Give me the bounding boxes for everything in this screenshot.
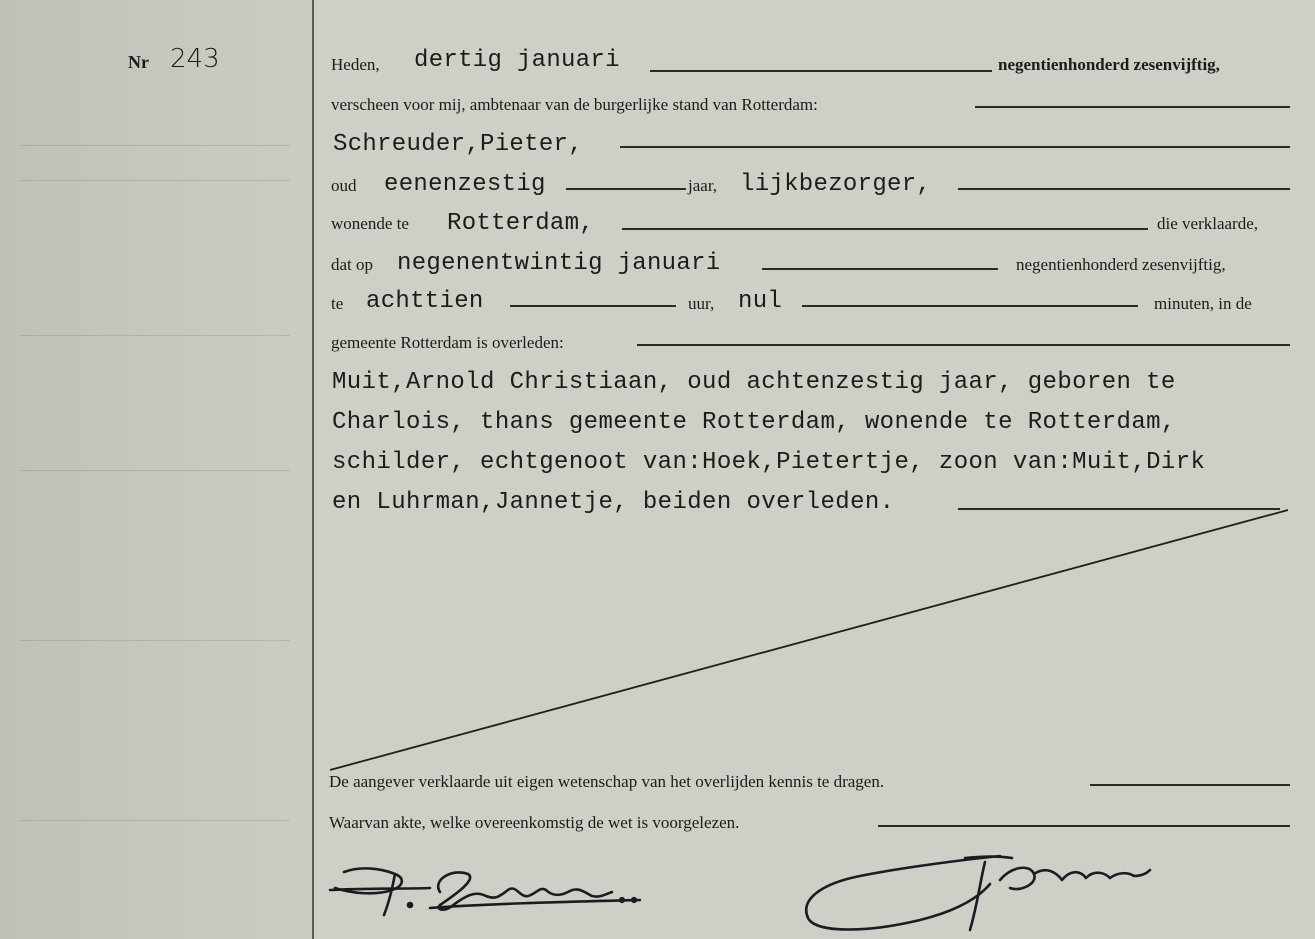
registration-date: dertig januari xyxy=(414,47,620,74)
wonende-label: wonende te xyxy=(331,214,409,233)
declarant-name: Schreuder,Pieter, xyxy=(333,131,583,158)
death-date: negenentwintig januari xyxy=(397,250,721,277)
declarant-signature xyxy=(330,868,640,915)
closing-akte: Waarvan akte, welke overeenkomstig de wet is voorgelezen. xyxy=(329,813,740,832)
deceased-line: Charlois, thans gemeente Rotterdam, wonende te Rotterdam, xyxy=(332,409,1176,436)
heden-label: Heden, xyxy=(331,55,380,74)
death-hour: achttien xyxy=(366,288,484,315)
declarant-occupation: lijkbezorger, xyxy=(740,171,932,198)
death-year-label: negentienhonderd zesenvijftig, xyxy=(1016,255,1226,274)
oud-label: oud xyxy=(331,176,357,195)
minuten-label: minuten, in de xyxy=(1154,294,1252,313)
fill-rule xyxy=(1090,784,1290,786)
te-label: te xyxy=(331,294,344,313)
verscheen-label: verscheen voor mij, ambtenaar van de burgerlijke stand van Rotterdam: xyxy=(331,95,818,114)
uur-label: uur, xyxy=(688,294,715,313)
verklaarde-label: die verklaarde, xyxy=(1157,214,1258,233)
declarant-age: eenenzestig xyxy=(384,171,546,198)
year-label: negentienhonderd zesenvijftig, xyxy=(998,55,1220,74)
declarant-residence: Rotterdam, xyxy=(447,210,595,237)
register-number-value: 243 xyxy=(170,44,220,74)
fill-rule xyxy=(878,825,1290,827)
deceased-line: en Luhrman,Jannetje, beiden overleden. xyxy=(332,489,895,516)
register-number-label: Nr xyxy=(128,52,149,72)
cancel-diagonal-line xyxy=(330,510,1288,770)
gemeente-label: gemeente Rotterdam is overleden: xyxy=(331,333,564,352)
jaar-label: jaar, xyxy=(688,176,718,195)
deceased-line: Muit,Arnold Christiaan, oud achtenzestig jaar, geboren te xyxy=(332,369,1176,396)
datop-label: dat op xyxy=(331,255,374,274)
official-signature xyxy=(806,856,1150,930)
deceased-line: schilder, echtgenoot van:Hoek,Pietertje, zoon van:Muit,Dirk xyxy=(332,449,1206,476)
closing-statement: De aangever verklaarde uit eigen wetenschap van het overlijden kennis te dragen. xyxy=(329,772,885,791)
death-minutes: nul xyxy=(738,288,783,315)
